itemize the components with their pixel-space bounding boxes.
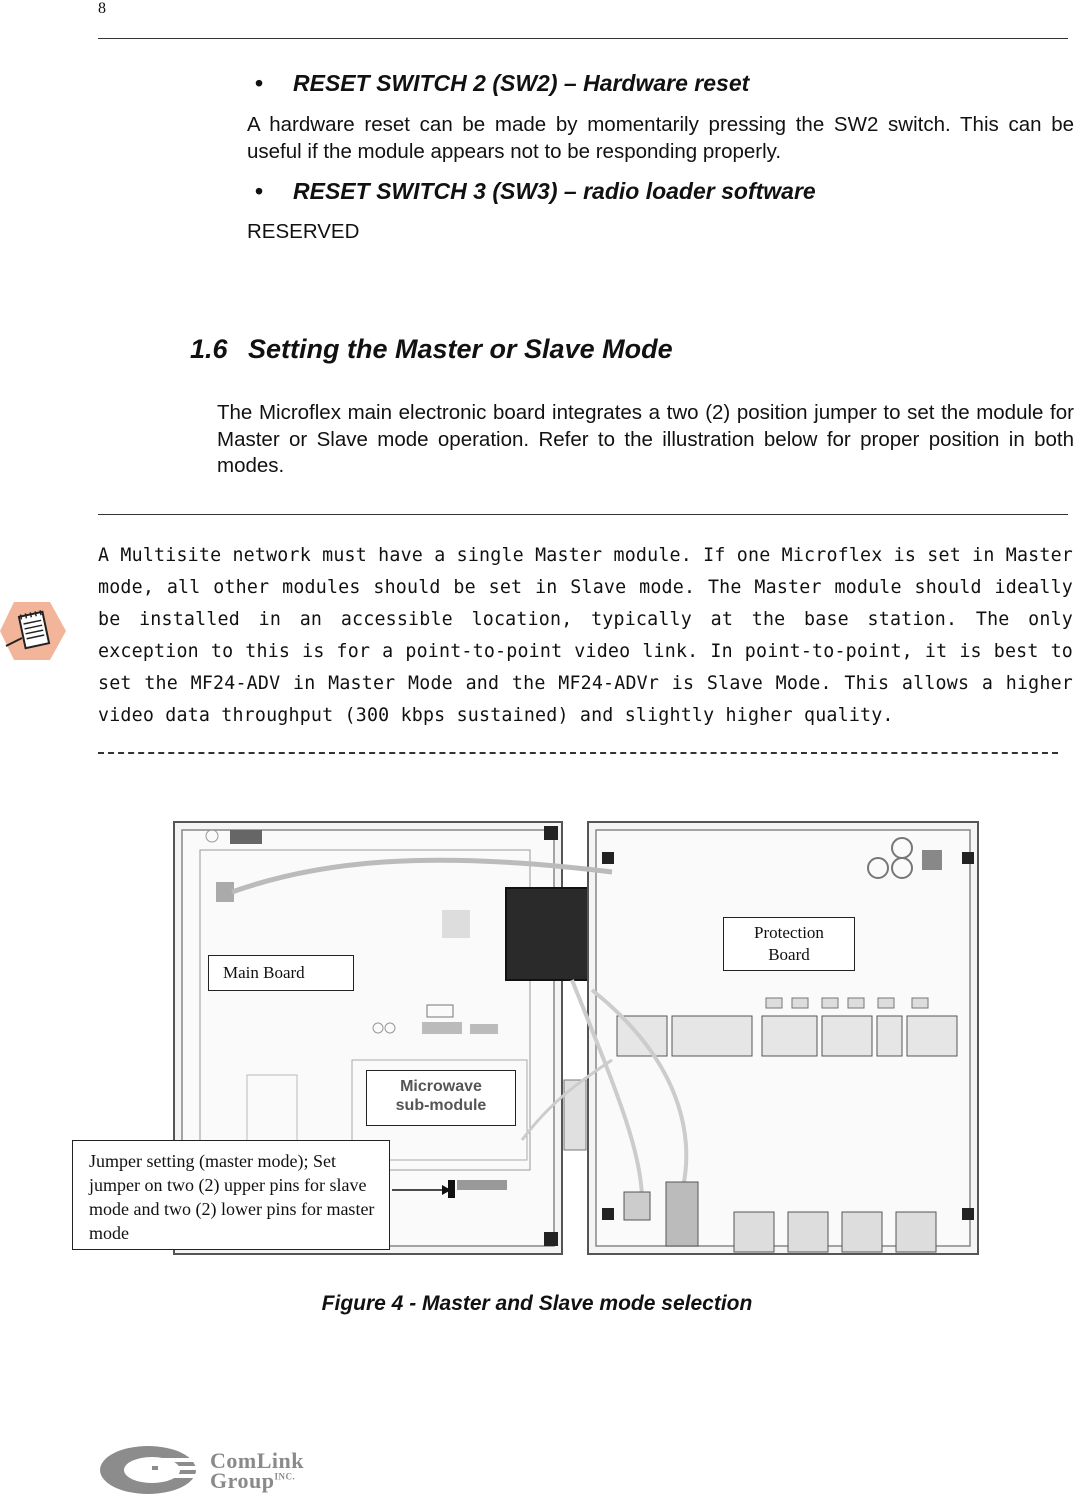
bullet: • (255, 70, 264, 96)
logo-suffix: INC. (274, 1471, 296, 1482)
header-rule (98, 38, 1068, 39)
sw2-body: A hardware reset can be made by momentarily pressing the SW2 switch. This can be useful if the module appears not to be responding properly. (247, 113, 1074, 163)
main-board-label: Main Board (208, 955, 354, 991)
protection-board-label-line1: Protection (754, 923, 824, 942)
note-text: A Multisite network must have a single Master module. If one Microflex is set in Master mode, all other modules should be set in Slave mode. The Master module should ideally be installed in an accessible location, typically at the base station. The only exception to this is for a point-to-point video link. In point-to-point, it is best to set the MF24-ADV in Master Mode and the MF24-ADVr is Slave Mode. This allows a higher video data throughput (300 kbps sustained) and slightly higher quality. (98, 545, 1073, 726)
figure-caption: Figure 4 - Master and Slave mode selection (321, 1292, 753, 1315)
section-title (190, 334, 673, 365)
comlink-logo (98, 1444, 328, 1496)
protection-board-label-line2: Board (768, 945, 810, 964)
note-top-rule (98, 514, 1068, 515)
notepad-icon (0, 600, 66, 662)
sw2-heading (255, 70, 749, 97)
sw3-heading-text: RESET SWITCH 3 (SW3) – radio loader software (293, 178, 816, 204)
section-number: 1.6 (190, 334, 228, 364)
bullet: • (255, 178, 264, 204)
page-number: 8 (98, 0, 106, 17)
sw2-heading-text: RESET SWITCH 2 (SW2) – Hardware reset (293, 70, 750, 96)
jumper-setting-label: Jumper setting (master mode); Set jumper on two (2) upper pins for slave mode and two (2) lower pins for master mode (72, 1140, 390, 1250)
note-bottom-rule (98, 752, 1058, 754)
microwave-label-line1: Microwave (400, 1078, 482, 1095)
microwave-label-line2: sub-module (395, 1097, 487, 1114)
protection-board-label (723, 917, 855, 971)
logo-line2: Group (210, 1468, 275, 1493)
section-title-text: Setting the Master or Slave Mode (248, 334, 673, 364)
logo-line2-wrap (210, 1468, 295, 1494)
comlink-logo-mark (98, 1444, 198, 1496)
microwave-submodule-label (366, 1070, 516, 1126)
sw3-heading (255, 178, 816, 205)
sw3-body: RESERVED (247, 220, 360, 243)
logo-line1: ComLink (210, 1448, 304, 1473)
section-body: The Microflex main electronic board integrates a two (2) position jumper to set the module for Master or Slave mode operation. Refer to the illustration below for proper position in both modes. (217, 401, 1074, 477)
